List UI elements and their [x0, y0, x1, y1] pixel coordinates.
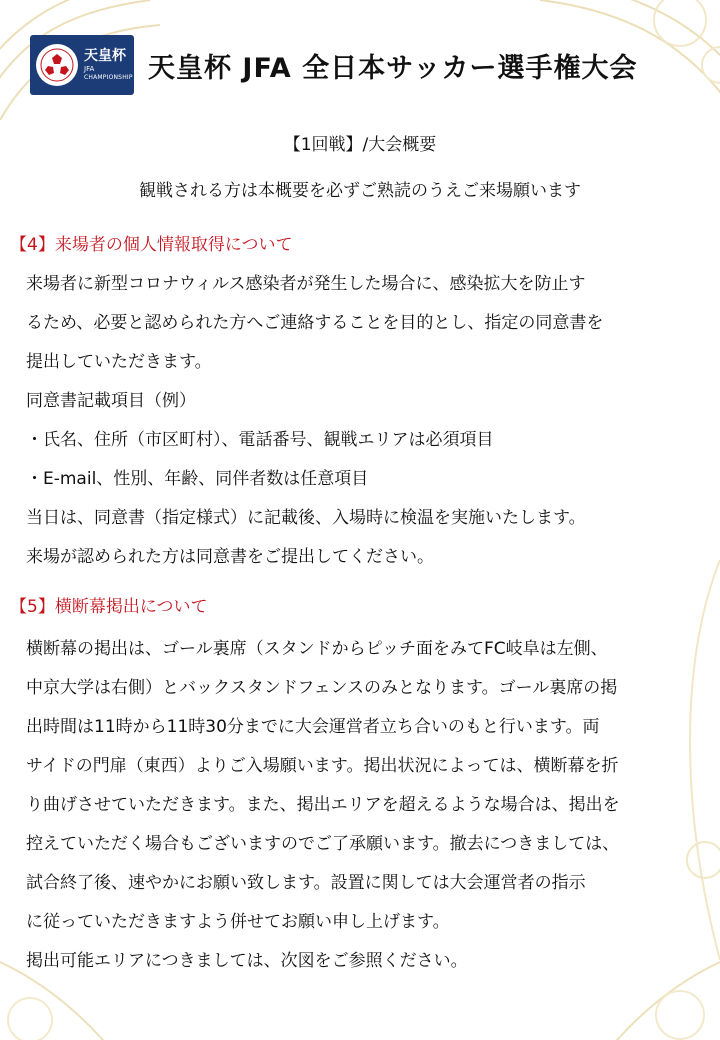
logo-championship: CHAMPIONSHIP [84, 74, 133, 81]
section-heading-banner: 【5】横断幕掲出について [10, 597, 208, 617]
soccer-ball-icon [36, 44, 78, 86]
paragraph-line: り曲げさせていただきます。また、掲出エリアを超えるような場合は、掲出を [26, 795, 620, 815]
paragraph-line: 控えていただく場合もございますのでご了承願います。撤去につきましては、 [26, 834, 620, 854]
paragraph-line: 試合終了後、速やかにお願い致します。設置に関しては大会運営者の指示 [26, 873, 586, 893]
paragraph-line: 出時間は11時から11時30分までに大会運営者立ち合いのもと行います。両 [26, 717, 600, 737]
paragraph-line: るため、必要と認められた方へご連絡することを目的とし、指定の同意書を [26, 313, 604, 333]
section-heading-personal-info: 【4】来場者の個人情報取得について [10, 235, 293, 255]
section-body-banner [26, 630, 706, 981]
paragraph-line: 来場が認められた方は同意書をご提出してください。 [26, 547, 434, 567]
paragraph-line: に従っていただきますよう併せてお願い申し上げます。 [26, 912, 450, 932]
paragraph-line: 当日は、同意書（指定様式）に記載後、入場時に検温を実施いたします。 [26, 508, 586, 528]
paragraph-line: サイドの門扉（東西）よりご入場願います。掲出状況によっては、横断幕を折 [26, 756, 619, 776]
reading-notice: 観戦される方は本概要を必ずご熟読のうえご来場願います [139, 181, 581, 201]
logo-jfa: JFA [84, 65, 95, 73]
paragraph-line: 掲出可能エリアにつきましては、次図をご参照ください。 [26, 951, 468, 971]
logo-title: 天皇杯 [84, 48, 126, 64]
paragraph-line: 同意書記載項目（例） [26, 391, 196, 411]
paragraph-line: 中京大学は右側）とバックスタンドフェンスのみとなります。ゴール裏席の掲 [26, 678, 618, 698]
tournament-logo [30, 35, 134, 95]
paragraph-line: ・E-mail、性別、年齢、同伴者数は任意項目 [26, 469, 369, 489]
page-subtitle: 【1回戦】/大会概要 [283, 135, 437, 155]
section-body-personal-info [26, 265, 706, 577]
header-banner [30, 30, 710, 100]
tournament-title: 天皇杯 JFA 全日本サッカー選手権大会 [148, 52, 638, 84]
paragraph-line: 提出していただきます。 [26, 352, 212, 372]
paragraph-line: 横断幕の掲出は、ゴール裏席（スタンドからピッチ面をみてFC岐阜は左側、 [26, 639, 608, 659]
paragraph-line: 来場者に新型コロナウィルス感染者が発生した場合に、感染拡大を防止す [26, 274, 586, 294]
paragraph-line: ・氏名、住所（市区町村）、電話番号、観戦エリアは必須項目 [26, 430, 494, 450]
